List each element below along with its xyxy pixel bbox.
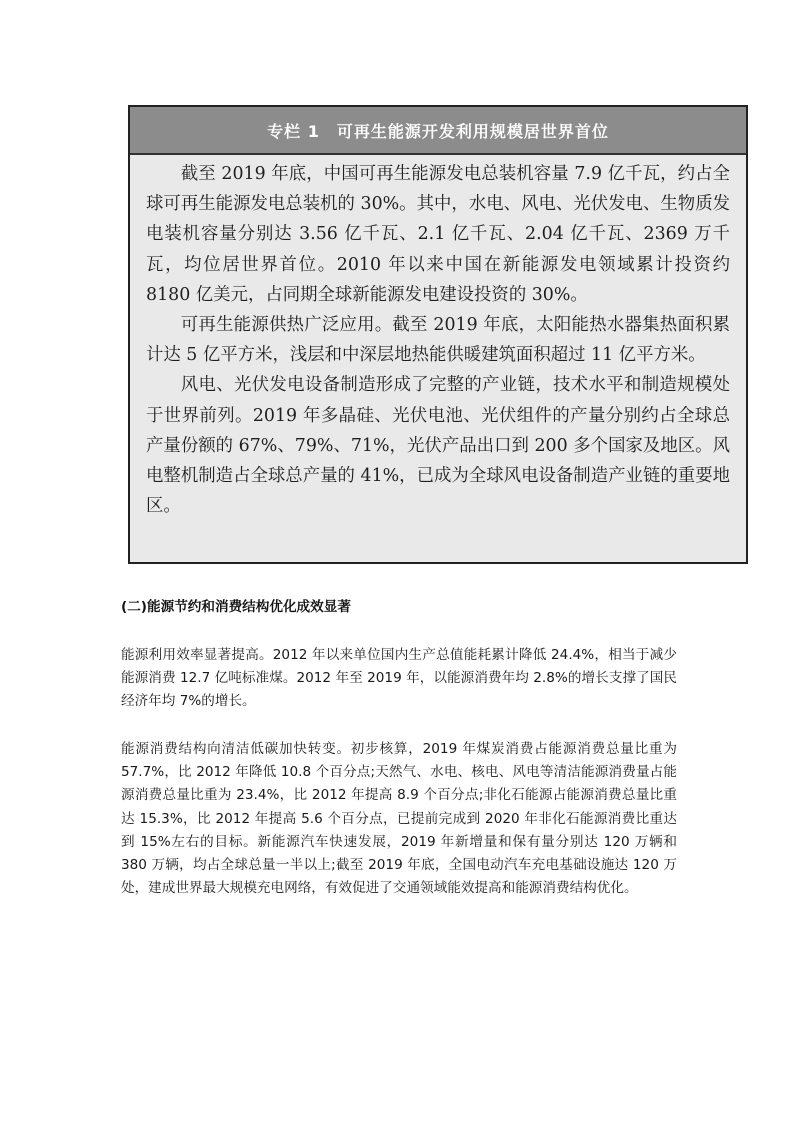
column-box-title: 专栏 1 可再生能源开发利用规模居世界首位 xyxy=(130,107,746,155)
column-box-body xyxy=(130,155,746,521)
body-paragraph: 能源消费结构向清洁低碳加快转变。初步核算，2019 年煤炭消费占能源消费总量比重为 57.7%，比 2012 年降低 10.8 个百分点;天然气、水电、核电、风电等清洁能源消费量占能源消费总量比重为 23.4%，比 2012 年提高 8.9 个百分点;非化石能源占能源消费总量比重达 15.3%，比 2012 年提高 5.6 个百分点，已提前完成到 2020 年非化石能源消费比重达到 15%左右的目标。新能源汽车快速发展，2019 年新增量和保有量分别达 120 万辆和 380 万辆，均占全球总量一半以上;截至 2019 年底，全国电动汽车充电基础设施达 120 万处，建成世界最大规模充电网络，有效促进了交通领域能效提高和能源消费结构优化。 xyxy=(121,741,677,897)
column-box xyxy=(128,105,748,564)
column-box-paragraph: 风电、光伏发电设备制造形成了完整的产业链，技术水平和制造规模处于世界前列。2019 年多晶硅、光伏电池、光伏组件的产量分别约占全球总产量份额的 67%、79%、71%，光伏产品出口到 200 多个国家及地区。风电整机制造占全球总产量的 41%，已成为全球风电设备制造产业链的重要地区。 xyxy=(146,375,730,517)
body-paragraph: 能源利用效率显著提高。2012 年以来单位国内生产总值能耗累计降低 24.4%，相当于减少能源消费 12.7 亿吨标准煤。2012 年至 2019 年，以能源消费年均 2.8%的增长支撑了国民经济年均 7%的增长。 xyxy=(121,647,677,710)
column-box-paragraph: 截至 2019 年底，中国可再生能源发电总装机容量 7.9 亿千瓦，约占全球可再生能源发电总装机的 30%。其中，水电、风电、光伏发电、生物质发电装机容量分别达 3.56 亿千瓦、2.1 亿千瓦、2.04 亿千瓦、2369 万千瓦，均位居世界首位。2010 年以来中国在新能源发电领域累计投资约 8180 亿美元，占同期全球新能源发电建设投资的 30%。 xyxy=(146,164,730,305)
section-heading: (二)能源节约和消费结构优化成效显著 xyxy=(121,599,351,615)
column-box-paragraph: 可再生能源供热广泛应用。截至 2019 年底，太阳能热水器集热面积累计达 5 亿平方米，浅层和中深层地热能供暖建筑面积超过 11 亿平方米。 xyxy=(146,315,730,366)
